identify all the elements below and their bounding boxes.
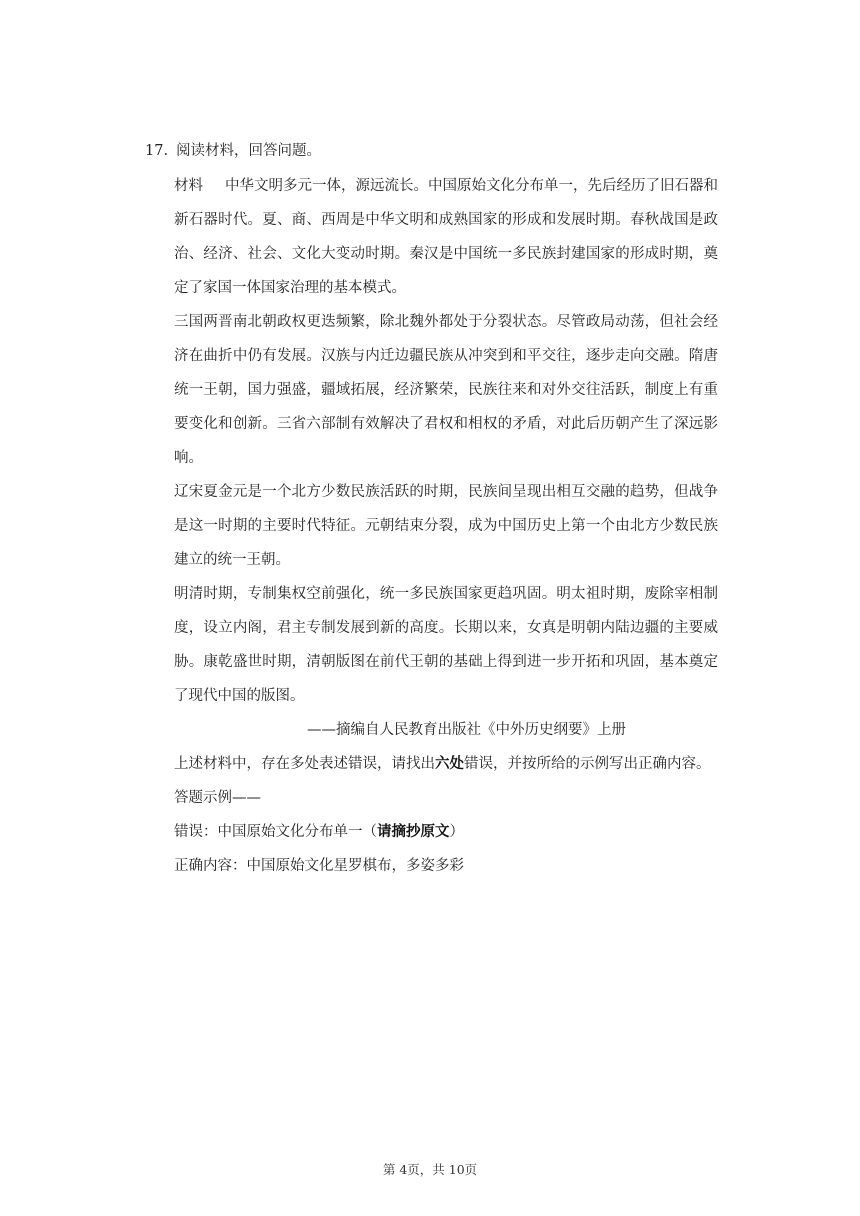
example-heading: 答题示例—— [174,790,261,806]
material-paragraph-1 [174,169,718,305]
example-correct: 正确内容：中国原始文化星罗棋布，多姿多彩 [174,858,464,874]
question-body [174,169,718,883]
instruction-text-before: 上述材料中，存在多处表述错误，请找出 [174,756,435,772]
question-number: 17. [145,143,169,159]
material-source: ——摘编自人民教育出版社《中外历史纲要》上册 [307,722,626,738]
instruction-emphasis: 六处 [435,755,464,772]
material-paragraph-4: 明清时期，专制集权空前强化，统一多民族国家更趋巩固。明太祖时期，废除宰相制度，设立内阁，君主专制发展到新的高度。长期以来，女真是明朝内陆边疆的主要威胁。康乾盛世时期，清朝版图在前代王朝的基础上得到进一步开拓和巩固，基本奠定了现代中国的版图。 [174,586,718,704]
material-paragraph-2: 三国两晋南北朝政权更迭频繁，除北魏外都处于分裂状态。尽管政局动荡，但社会经济在曲折中仍有发展。汉族与内迁边疆民族从冲突到和平交往，逐步走向交融。隋唐统一王朝，国力强盛，疆域拓展，经济繁荣，民族往来和对外交往活跃，制度上有重要变化和创新。三省六部制有效解决了君权和相权的矛盾，对此后历朝产生了深远影响。 [174,314,718,466]
example-error-text: 错误：中国原始文化分布单一（ [174,824,377,840]
page-footer: 第 4页，共 10页 [382,1162,478,1177]
material-label: 材料 [174,178,203,194]
instruction [174,747,718,781]
instruction-text-after: 错误，并按所给的示例写出正确内容。 [464,756,711,772]
question-header [145,140,321,162]
example-error-note: 请摘抄原文 [377,823,450,840]
example-error-close: ） [449,824,464,840]
question-prompt: 阅读材料，回答问题。 [176,143,322,159]
example-error [174,815,718,849]
material-text-1: 中华文明多元一体，源远流长。中国原始文化分布单一，先后经历了旧石器和新石器时代。夏、商、西周是中华文明和成熟国家的形成和发展时期。春秋战国是政治、经济、社会、文化大变动时期。秦汉是中国统一多民族封建国家的形成时期，奠定了家国一体国家治理的基本模式。 [174,178,718,296]
material-paragraph-3: 辽宋夏金元是一个北方少数民族活跃的时期，民族间呈现出相互交融的趋势，但战争是这一时期的主要时代特征。元朝结束分裂，成为中国历史上第一个由北方少数民族建立的统一王朝。 [174,484,718,568]
